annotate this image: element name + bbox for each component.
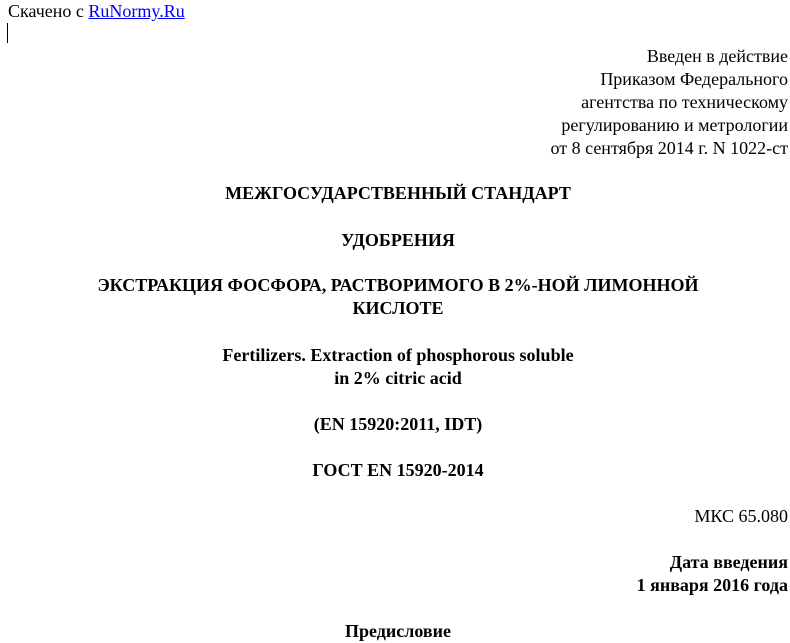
title-en [0,344,790,390]
intro-date-label: Дата введения [669,552,788,572]
title-en-line-2: in 2% citric acid [334,368,462,388]
subject-heading: УДОБРЕНИЯ [341,230,455,250]
source-link[interactable]: RuNormy.Ru [88,1,185,21]
approval-line-3: агентства по техническому [581,92,788,112]
gost-number: ГОСТ EN 15920-2014 [312,460,484,480]
text-cursor [7,23,8,43]
title-en-line-1: Fertilizers. Extraction of phosphorous soluble [222,345,574,365]
intro-date-block [637,551,788,597]
title-ru-line-1: ЭКСТРАКЦИЯ ФОСФОРА, РАСТВОРИМОГО В 2%-НОЙ ЛИМОННОЙ [97,275,699,295]
source-line [8,0,185,23]
intro-date-value: 1 января 2016 года [636,575,788,595]
standard-type-heading: МЕЖГОСУДАРСТВЕННЫЙ СТАНДАРТ [225,183,571,203]
approval-line-5: от 8 сентября 2014 г. N 1022-ст [550,138,788,158]
approval-line-1: Введен в действие [646,46,788,66]
foreword-heading: Предисловие [345,621,451,641]
mks-code: МКС 65.080 [694,506,788,526]
approval-block [550,45,788,160]
title-ru [0,274,790,320]
source-prefix: Скачено с [8,1,89,21]
approval-line-4: регулированию и метрологии [561,115,788,135]
approval-line-2: Приказом Федерального [600,69,788,89]
title-ru-line-2: КИСЛОТЕ [352,298,444,318]
en-reference: (EN 15920:2011, IDT) [313,414,483,434]
